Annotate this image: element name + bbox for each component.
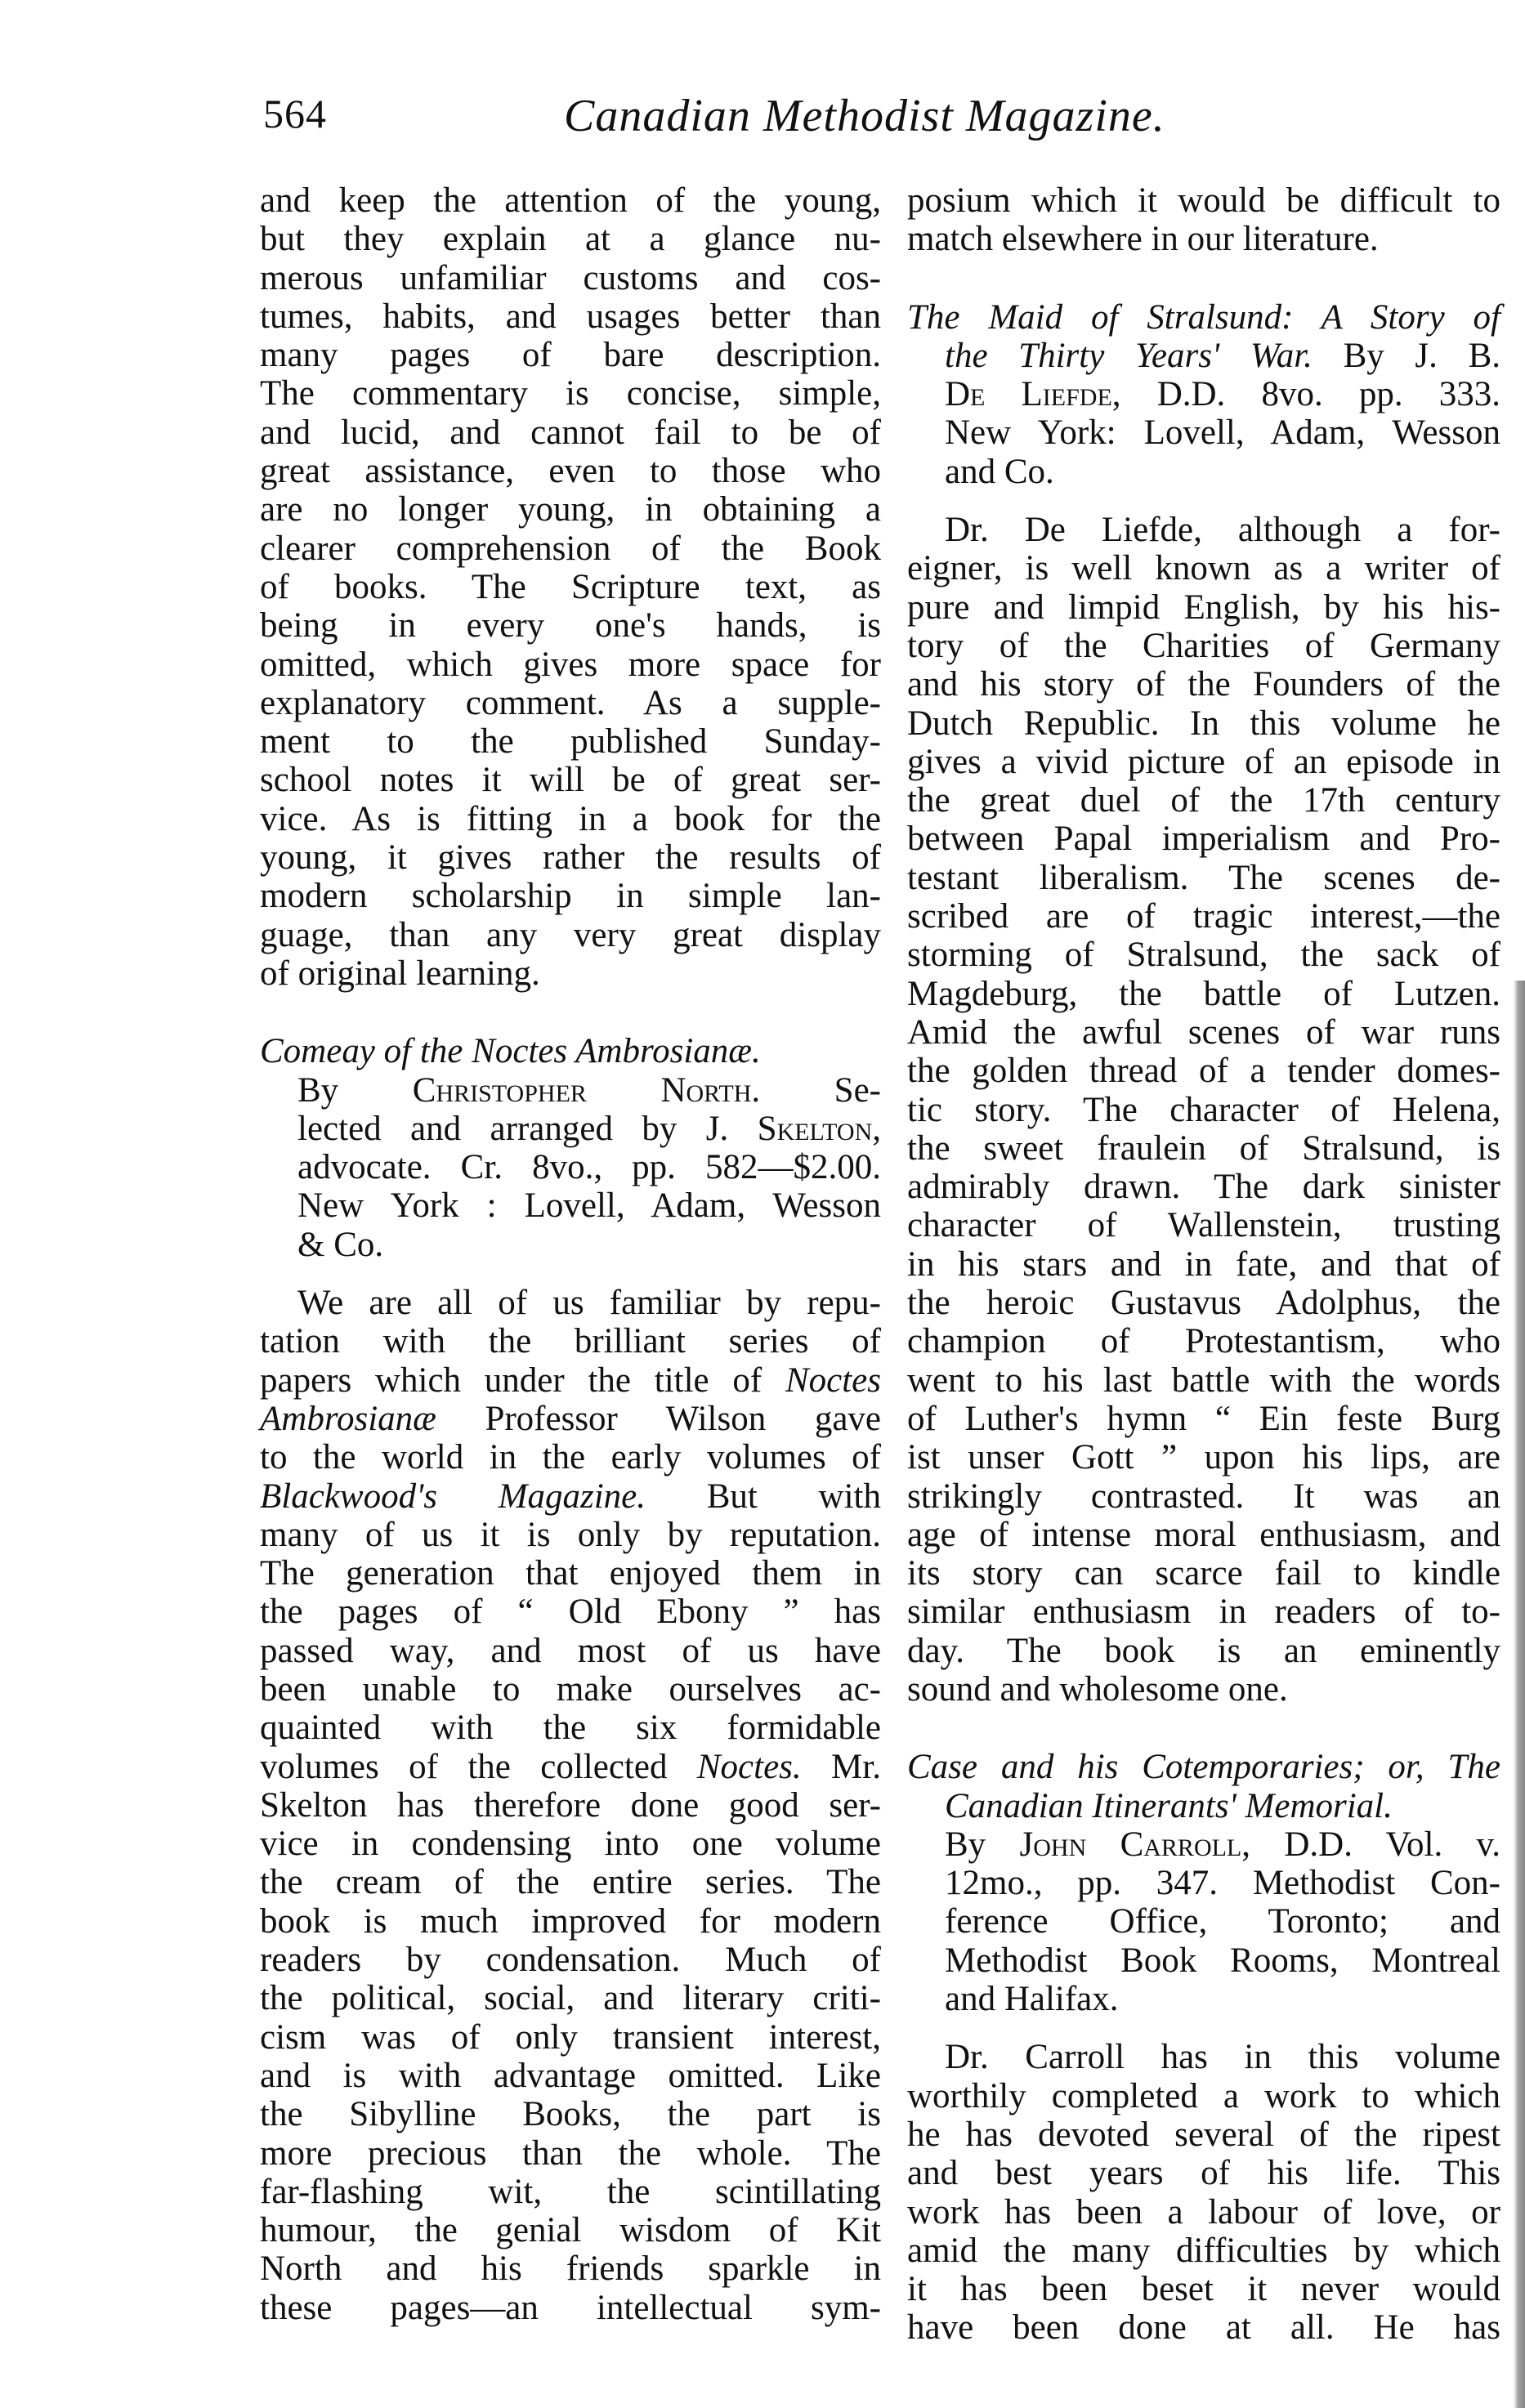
- text-line: posium which it would be difficult to: [907, 181, 1500, 220]
- text-line: admirably drawn. The dark sinister: [907, 1168, 1500, 1207]
- right-column: [907, 181, 1500, 2348]
- spacer: [260, 1264, 881, 1284]
- heading-line: lected and arranged by J. Skelton,: [297, 1109, 881, 1148]
- text-line: he has devoted several of the ripest: [907, 2115, 1500, 2154]
- heading-line: the Thirty Years' War. By J. B.: [945, 336, 1500, 375]
- text-line: the golden thread of a tender domes-: [907, 1052, 1500, 1091]
- text-line: of original learning.: [260, 954, 540, 993]
- text-line: omitted, which gives more space for: [260, 645, 881, 684]
- text-line: the great duel of the 17th century: [907, 781, 1500, 820]
- heading-line: advocate. Cr. 8vo., pp. 582—$2.00.: [297, 1148, 881, 1187]
- heading-line: By Christopher North. Se-: [297, 1070, 881, 1110]
- text-line: the Sibylline Books, the part is: [260, 2095, 881, 2134]
- text-line: tumes, habits, and usages better than: [260, 297, 881, 336]
- text-line: and his story of the Founders of the: [907, 665, 1500, 704]
- text-line: book is much improved for modern: [260, 1901, 881, 1941]
- text-line: young, it gives rather the results of: [260, 838, 881, 878]
- text-line: gives a vivid picture of an episode in: [907, 742, 1500, 781]
- text-line: school notes it will be of great ser-: [260, 761, 881, 800]
- book-title: Comeay of the Noctes Ambrosianæ.: [260, 1032, 761, 1071]
- spacer: [260, 993, 881, 1032]
- text-line: merous unfamiliar customs and cos-: [260, 258, 881, 297]
- text-line: to the world in the early volumes of: [260, 1438, 881, 1477]
- author-name: De Liefde,: [945, 375, 1121, 414]
- heading-line: and Halifax.: [945, 1980, 1119, 2019]
- text-line: many pages of bare description.: [260, 336, 881, 375]
- text-line: storming of Stralsund, the sack of: [907, 936, 1500, 975]
- text-line: Magdeburg, the battle of Lutzen.: [907, 974, 1500, 1013]
- text-line: great assistance, even to those who: [260, 452, 881, 491]
- text-line: of books. The Scripture text, as: [260, 567, 881, 606]
- text-line: Ambrosianæ Professor Wilson gave: [260, 1399, 881, 1438]
- text-line: tation with the brilliant series of: [260, 1322, 881, 1361]
- text-line: more precious than the whole. The: [260, 2133, 881, 2173]
- text-line: cism was of only transient interest,: [260, 2017, 881, 2057]
- text-line: vice in condensing into one volume: [260, 1825, 881, 1864]
- spacer: [907, 491, 1500, 511]
- text-line: quainted with the six formidable: [260, 1709, 881, 1748]
- text-line: Skelton has therefore done good ser-: [260, 1785, 881, 1825]
- text-line: volumes of the collected Noctes. Mr.: [260, 1747, 881, 1786]
- text-line: similar enthusiasm in readers of to-: [907, 1593, 1500, 1632]
- text-line: modern scholarship in simple lan-: [260, 877, 881, 916]
- text-line: match elsewhere in our literature.: [907, 220, 1379, 259]
- text-line: and lucid, and cannot fail to be of: [260, 413, 881, 452]
- book-title: Case and his Cotemporaries; or, The: [907, 1748, 1500, 1787]
- text-line: North and his friends sparkle in: [260, 2249, 881, 2289]
- author-name: Christopher North.: [412, 1070, 761, 1110]
- text-line: it has been beset it never would: [907, 2270, 1500, 2309]
- text-line: and best years of his life. This: [907, 2154, 1500, 2193]
- text-line: day. The book is an eminently: [907, 1631, 1500, 1670]
- text-line: Dutch Republic. In this volume he: [907, 704, 1500, 743]
- text-line: vice. As is fitting in a book for the: [260, 799, 881, 838]
- spacer: [907, 2018, 1500, 2038]
- running-title: Canadian Methodist Magazine.: [564, 91, 1165, 141]
- continued-paragraph: [907, 181, 1500, 259]
- text-line: character of Wallenstein, trusting: [907, 1206, 1500, 1245]
- spacer: [907, 1709, 1500, 1748]
- review-paragraph-carroll: [907, 2038, 1500, 2347]
- text-line: Blackwood's Magazine. But with: [260, 1477, 881, 1516]
- text-line: the cream of the entire series. The: [260, 1863, 881, 1902]
- text-line: these pages—an intellectual sym-: [260, 2288, 881, 2327]
- text-line: Amid the awful scenes of war runs: [907, 1012, 1500, 1052]
- heading-line: De Liefde, D.D. 8vo. pp. 333.: [945, 375, 1501, 414]
- text-line: scribed are of tragic interest,—the: [907, 897, 1500, 936]
- text-line: Dr. De Liefde, although a for-: [945, 511, 1500, 550]
- text-line: Dr. Carroll has in this volume: [945, 2038, 1500, 2077]
- text-line: are no longer young, in obtaining a: [260, 490, 881, 529]
- text-line: ment to the published Sunday-: [260, 722, 881, 762]
- heading-line: & Co.: [297, 1225, 384, 1264]
- text-line: champion of Protestantism, who: [907, 1322, 1500, 1361]
- heading-line: New York : Lovell, Adam, Wesson: [297, 1186, 881, 1226]
- text-line: the sweet fraulein of Stralsund, is: [907, 1128, 1500, 1168]
- text-line: The generation that enjoyed them in: [260, 1554, 881, 1593]
- left-column: [260, 181, 881, 2327]
- author-name: John Carroll,: [1019, 1825, 1251, 1864]
- book-title: The Maid of Stralsund: A Story of: [907, 297, 1500, 337]
- text-line: many of us it is only by reputation.: [260, 1515, 881, 1554]
- text-line: the heroic Gustavus Adolphus, the: [907, 1284, 1500, 1323]
- text-line: worthily completed a work to which: [907, 2076, 1500, 2115]
- heading-line: ference Office, Toronto; and: [945, 1902, 1500, 1941]
- text-line: readers by condensation. Much of: [260, 1941, 881, 1980]
- scan-shadow-edge: [1514, 981, 1525, 2408]
- text-line: being in every one's hands, is: [260, 606, 881, 646]
- text-line: far-flashing wit, the scintillating: [260, 2172, 881, 2211]
- page-number: 564: [263, 91, 327, 136]
- heading-line: New York: Lovell, Adam, Wesson: [945, 413, 1500, 453]
- text-line: in his stars and in fate, and that of: [907, 1244, 1500, 1284]
- text-line: eigner, is well known as a writer of: [907, 549, 1500, 588]
- text-line: The commentary is concise, simple,: [260, 374, 881, 413]
- text-line: sound and wholesome one.: [907, 1669, 1288, 1709]
- text-line: passed way, and most of us have: [260, 1631, 881, 1670]
- text-line: explanatory comment. As a supple-: [260, 683, 881, 722]
- text-line: papers which under the title of Noctes: [260, 1360, 881, 1400]
- text-line: the political, social, and literary criti-: [260, 1979, 881, 2018]
- review-paragraph-noctes: [260, 1284, 881, 2327]
- text-line: have been done at all. He has: [907, 2308, 1500, 2348]
- text-line: We are all of us familiar by repu-: [297, 1284, 881, 1323]
- text-line: went to his last battle with the words: [907, 1360, 1500, 1400]
- text-line: the pages of “ Old Ebony ” has: [260, 1593, 881, 1632]
- text-line: been unable to make ourselves ac-: [260, 1669, 881, 1709]
- heading-line: Methodist Book Rooms, Montreal: [945, 1941, 1500, 1980]
- text-line: of Luther's hymn “ Ein feste Burg: [907, 1399, 1500, 1438]
- text-line: work has been a labour of love, or: [907, 2192, 1500, 2232]
- text-line: amid the many difficulties by which: [907, 2231, 1500, 2270]
- text-line: testant liberalism. The scenes de-: [907, 858, 1500, 897]
- editor-name: Skelton,: [757, 1109, 881, 1148]
- heading-line: By John Carroll, D.D. Vol. v.: [945, 1825, 1500, 1864]
- heading-line: and Co.: [945, 452, 1054, 491]
- text-line: but they explain at a glance nu-: [260, 220, 881, 259]
- book-title: Canadian Itinerants' Memorial.: [945, 1786, 1393, 1825]
- text-line: its story can scarce fail to kindle: [907, 1554, 1500, 1593]
- text-line: pure and limpid English, by his his-: [907, 587, 1500, 627]
- text-line: guage, than any very great display: [260, 915, 881, 954]
- text-line: ist unser Gott ” upon his lips, are: [907, 1438, 1500, 1477]
- text-line: strikingly contrasted. It was an: [907, 1477, 1500, 1516]
- review-heading-stralsund: [907, 298, 1500, 491]
- continued-paragraph: [260, 181, 881, 993]
- text-line: tic story. The character of Helena,: [907, 1090, 1500, 1129]
- heading-line: 12mo., pp. 347. Methodist Con-: [945, 1864, 1500, 1903]
- text-line: between Papal imperialism and Pro-: [907, 820, 1500, 859]
- text-line: age of intense moral enthusiasm, and: [907, 1515, 1500, 1554]
- text-line: and is with advantage omitted. Like: [260, 2056, 881, 2095]
- spacer: [907, 259, 1500, 298]
- text-line: clearer comprehension of the Book: [260, 529, 881, 568]
- review-paragraph-stralsund: [907, 511, 1500, 1709]
- text-line: and keep the attention of the young,: [260, 181, 881, 220]
- text-line: humour, the genial wisdom of Kit: [260, 2211, 881, 2250]
- text-line: tory of the Charities of Germany: [907, 626, 1500, 665]
- page-header: [0, 90, 1525, 147]
- review-heading-noctes: [260, 1032, 881, 1264]
- review-heading-carroll: [907, 1748, 1500, 2018]
